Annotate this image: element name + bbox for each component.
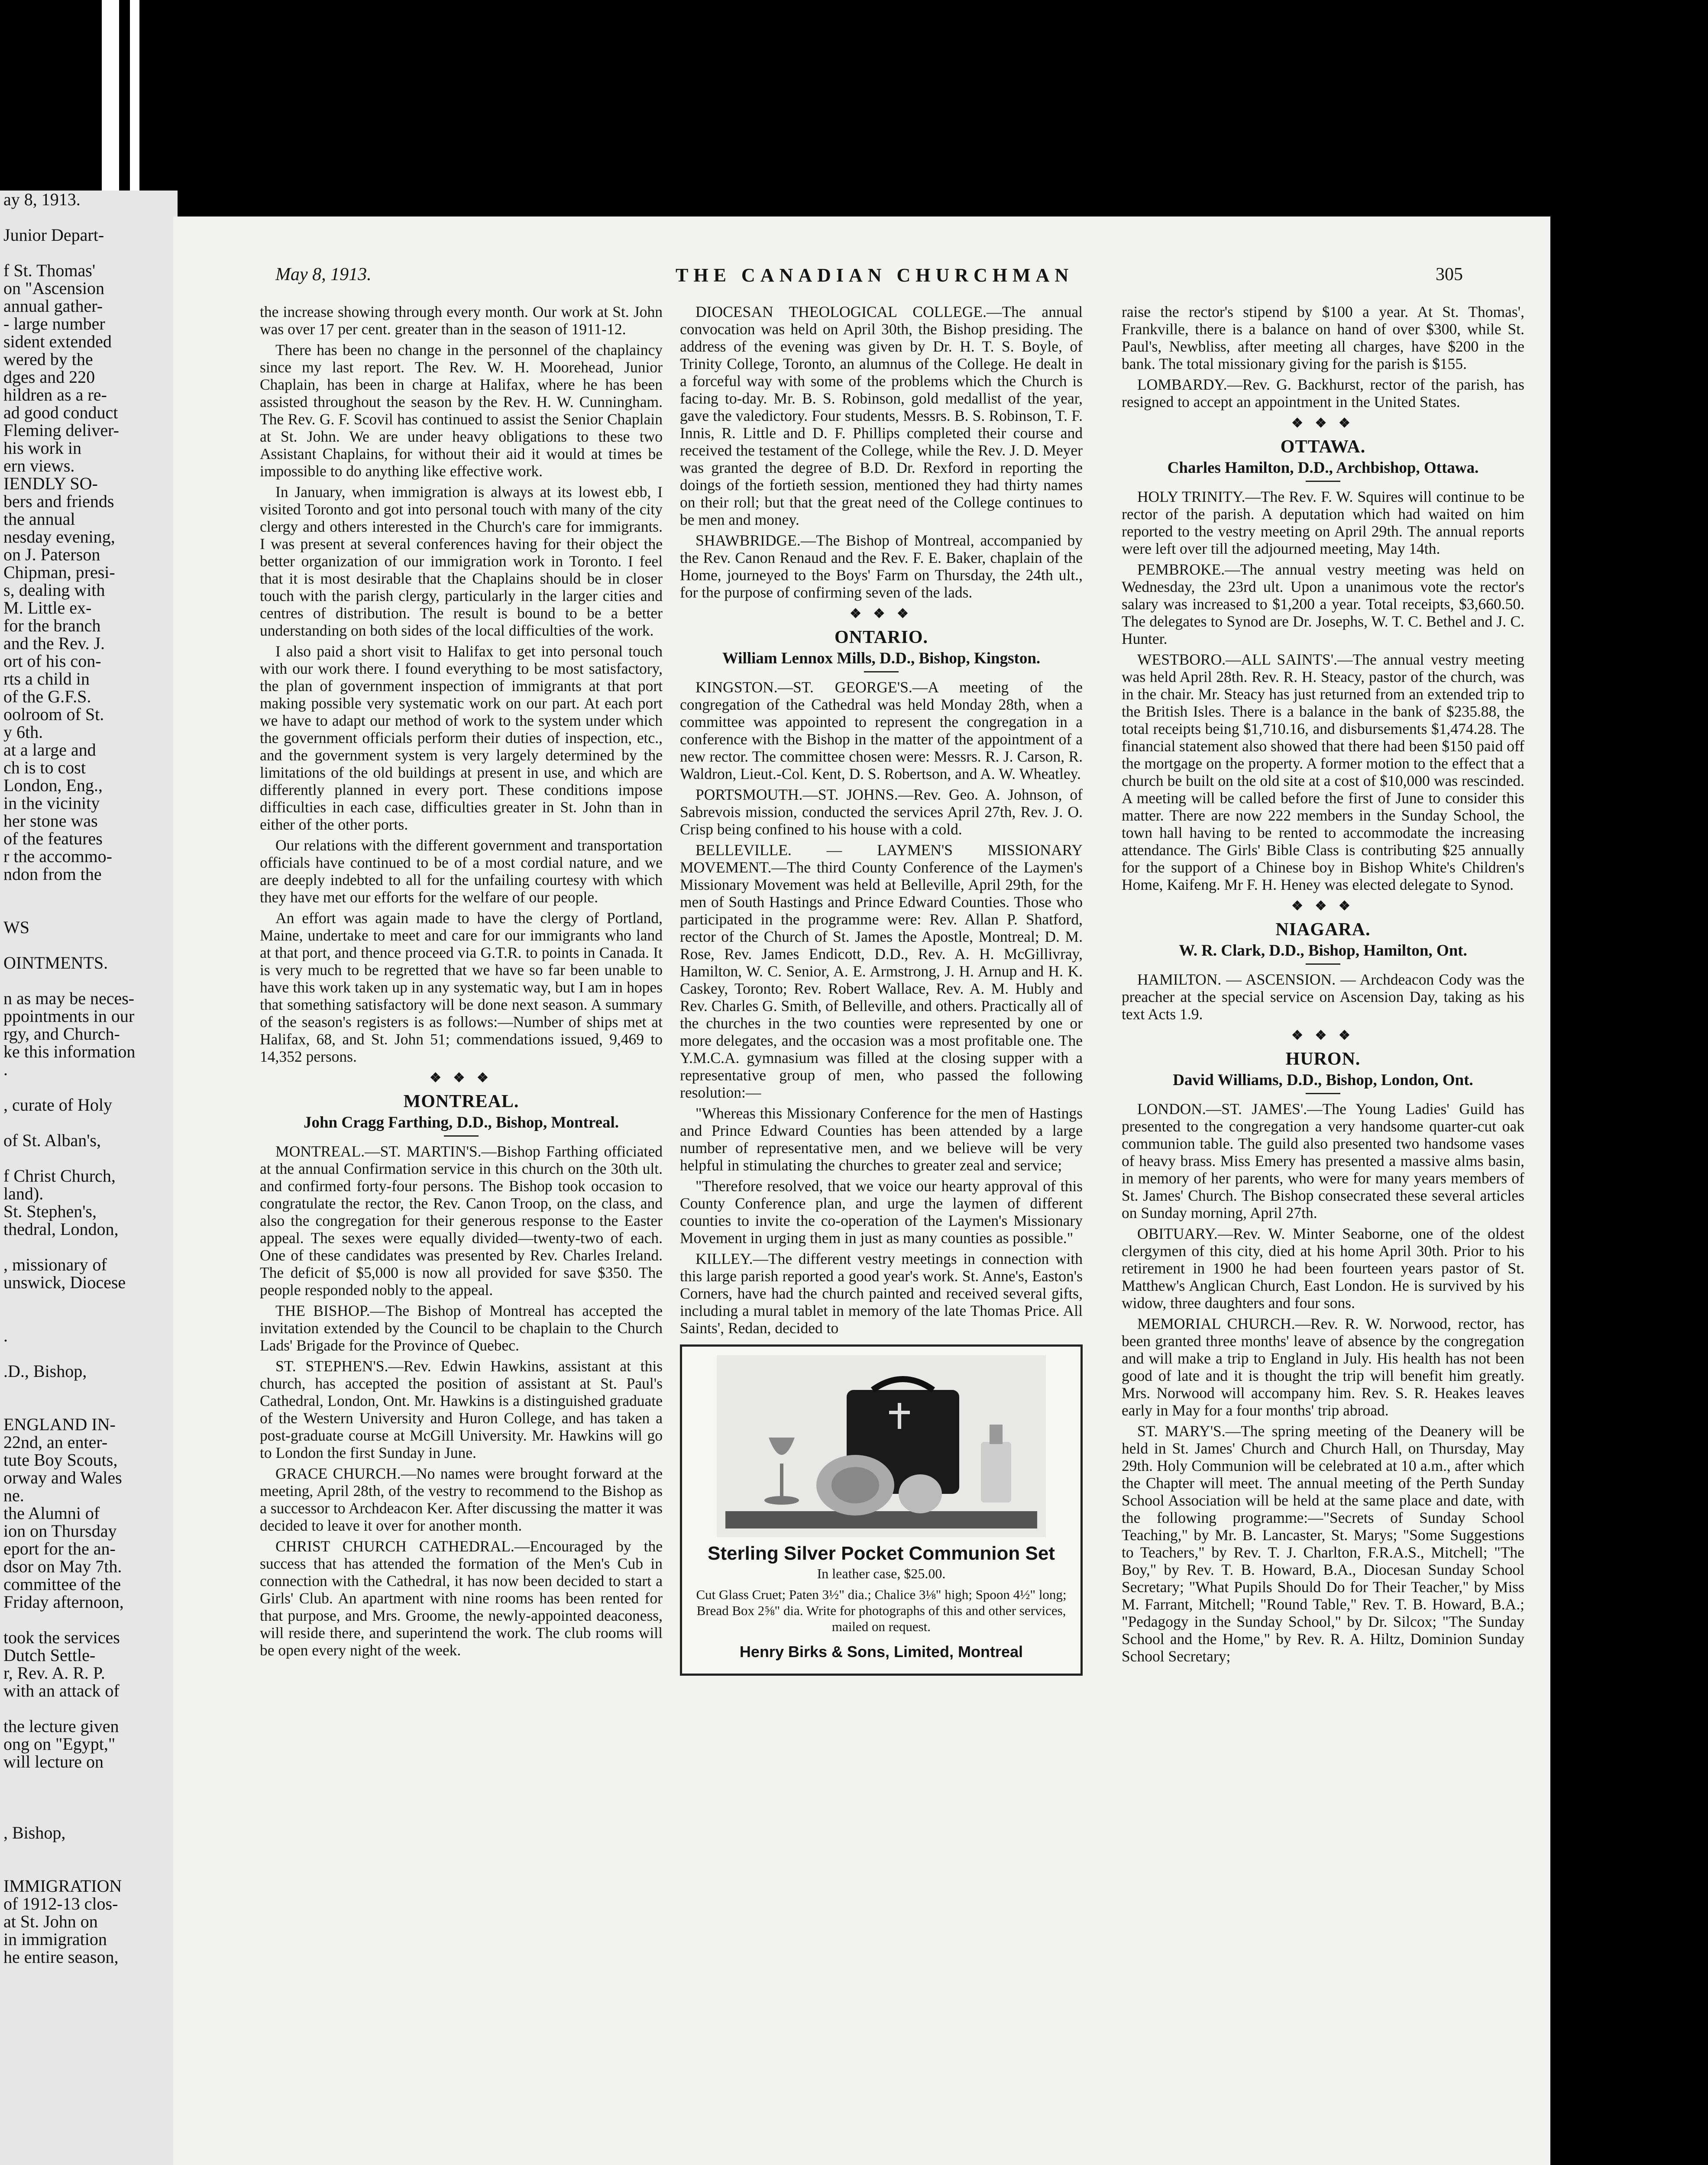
left-page-line: wered by the (3, 349, 93, 369)
left-page-line: Friday afternoon, (3, 1592, 124, 1612)
left-page-line: IMMIGRATION (3, 1876, 122, 1896)
paragraph: ST. STEPHEN'S.—Rev. Edwin Hawkins, assistant at this church, has accepted the position of assistant at St. Paul's Cathedral, London, Ont. Mr. Hawkins is a distinguished graduate of the Western University and Huron College, and has taken a post-graduate course at McGill University. Mr. Hawkins will go to London the first Sunday in June. (260, 1357, 663, 1461)
left-page-line: tute Boy Scouts, (3, 1450, 118, 1470)
left-page-line (0, 1700, 178, 1717)
left-page-line (0, 936, 178, 954)
left-page-line: hildren as a re- (3, 385, 107, 404)
section-ornament: ❖ ❖ ❖ (1291, 416, 1355, 430)
left-page-line: unswick, Diocese (3, 1273, 126, 1292)
left-page-line (0, 1238, 178, 1256)
left-page-line: in immigration (3, 1929, 107, 1949)
paragraph: OBITUARY.—Rev. W. Minter Seaborne, one of the oldest clergymen of this city, died at his home April 30th. Prior to his retirement in 1900 he had been fourteen years pastor of St. Matthew's Anglican Church, East London. He is survived by his widow, three daughters and four sons. (1122, 1225, 1524, 1312)
left-page-line: on "Ascension (3, 278, 104, 298)
paragraph: BELLEVILLE. — LAYMEN'S MISSIONARY MOVEMENT.—The third County Conference of the Laymen's Missionary Movement was held at Belleville, April 29th, for the men of South Hastings and Prince Edward Counties. Those who participated in the programme were: Rev. Allan P. Shatford, rector of the Church of St. James the Apostle, Montreal; D. M. Rose, Rev. James Endicott, D.D., Rev. A. H. McGillivray, Hamilton, W. C. Senior, A. E. Armstrong, J. H. Arnup and H. K. Caskey, Toronto; Rev. Robert Wallace, Rev. A. M. Hubly and Rev. Charles G. Smith, of Belleville, and others. Practically all of the churches in the two counties were represented by one or more delegates, and the occasion was a most profitable one. The Y.M.C.A. gymnasium was filled at the closing supper with a representative group of men, who passed the following resolution:— (680, 841, 1083, 1101)
paragraph: "Therefore resolved, that we voice our hearty approval of this County Conference plan, and urge the laymen of different counties to invite the co-operation of the Laymen's Missionary Movement in urging them in just as many counties as possible." (680, 1177, 1083, 1247)
paragraph: WESTBORO.—ALL SAINTS'.—The annual vestry meeting was held April 28th. Rev. R. H. Steacy, pastor of the church, was in the chair. Mr. Steacy has just returned from an extended trip to the British Isles. There is a balance in the bank of $235.88, the total receipts being $1,710.16, and disbursements $1,474.28. The financial statement also showed that there had been $150 paid off the mortgage on the property. A former motion to the effect that a church be built on the old site at a cost of $10,000 was rescinded. A meeting will be called before the first of June to consider this matter. There are now 222 members in the Sunday School, the town hall having to be rented to accommodate the increasing attendance. The Girls' Bible Class is contributing $25 annually for the support of a Chinese boy in Bishop White's Children's Home, Kaifeng. Mr F. H. Heney was elected delegate to Synod. (1122, 651, 1524, 893)
left-page-line: - large number (3, 314, 105, 333)
left-page-line: ke this information (3, 1042, 136, 1061)
left-page-fragment (0, 191, 178, 2165)
left-page-line: eport for the an- (3, 1539, 116, 1558)
section-heading-huron: HURON. (1285, 1049, 1361, 1069)
left-page-line (0, 1149, 178, 1167)
left-page-line: of the features (3, 829, 103, 848)
left-page-line: Chipman, presi- (3, 562, 115, 582)
bishop-line: Charles Hamilton, D.D., Archbishop, Ottawa. (1167, 459, 1479, 477)
left-page-line: ch is to cost (3, 758, 86, 777)
divider-rule (1306, 1093, 1340, 1094)
left-page-line (0, 1806, 178, 1824)
paragraph: Our relations with the different government and transportation officials have continued to be of a most cordial nature, and we are deeply indebted to all for the unfailing courtesy with which they have met our efforts for the welfare of our people. (260, 837, 663, 906)
left-page-line (0, 1114, 178, 1131)
left-page-line: f St. Thomas' (3, 261, 96, 280)
left-page-line: her stone was (3, 811, 98, 830)
left-page-line (0, 1859, 178, 1877)
left-page-line: ad good conduct (3, 403, 118, 422)
column-1 (260, 303, 663, 1662)
left-page-line: ion on Thursday (3, 1521, 117, 1541)
left-page-line: of St. Alban's, (3, 1131, 101, 1150)
communion-set-illustration (717, 1355, 1046, 1537)
left-page-line: with an attack of (3, 1681, 120, 1700)
left-page-line (0, 1842, 178, 1859)
ad-title: Sterling Silver Pocket Communion Set (708, 1543, 1055, 1564)
left-page-line: he entire season, (3, 1947, 119, 1967)
left-page-line: ppointments in our (3, 1006, 135, 1026)
left-page-line: oolroom of St. (3, 704, 104, 724)
left-page-line: ndon from the (3, 864, 102, 884)
paragraph: PEMBROKE.—The annual vestry meeting was held on Wednesday, the 23rd ult. Upon a unanimous vote the rector's salary was increased to $1,200 a year. Total receipts, $3,660.50. The delegates to Synod are Dr. Josephs, W. T. C. Bethel and J. C. Hunter. (1122, 561, 1524, 647)
paragraph: THE BISHOP.—The Bishop of Montreal has accepted the invitation extended by the Council to be chaplain to the Church Lads' Brigade for the Province of Quebec. (260, 1302, 663, 1354)
left-page-line: M. Little ex- (3, 598, 92, 617)
left-page-line: ern views. (3, 456, 75, 475)
left-page-line: . (3, 1060, 8, 1079)
left-page-line (0, 883, 178, 901)
left-page-line: orway and Wales (3, 1468, 122, 1487)
paragraph: There has been no change in the personnel of the chaplaincy since my last report. The Rev. W. H. Moorehead, Junior Chaplain, has been in charge at Halifax, where he has been assisted throughout the season by the Rev. H. W. Cunningham. The Rev. G. F. Scovil has continued to assist the Senior Chaplain at St. John. We are under heavy obligations to these two Assistant Chaplains, for without their aid it would at times be impossible to do anything like effective work. (260, 341, 663, 480)
divider-rule (1306, 481, 1340, 482)
left-page-line (0, 1771, 178, 1788)
left-page-line: , curate of Holy (3, 1095, 113, 1115)
paragraph: LOMBARDY.—Rev. G. Backhurst, rector of the parish, has resigned to accept an appointment in the United States. (1122, 376, 1524, 410)
left-page-line: . (3, 1326, 8, 1345)
left-page-line: sident extended (3, 332, 112, 351)
ad-firm-name: Henry Birks & Sons, Limited, Montreal (739, 1643, 1023, 1661)
paragraph: GRACE CHURCH.—No names were brought forward at the meeting, April 28th, of the vestry to recommend to the Bishop as a successor to Archdeacon Ker. After discussing the matter it was decided to leave it over for another month. (260, 1465, 663, 1534)
left-page-line: WS (3, 918, 29, 937)
left-page-line: bers and friends (3, 491, 114, 511)
left-page-line: s, dealing with (3, 580, 105, 600)
left-page-line: thedral, London, (3, 1219, 119, 1239)
left-page-line: Fleming deliver- (3, 420, 119, 440)
masthead-title: THE CANADIAN CHURCHMAN (676, 265, 1074, 286)
left-page-line: rts a child in (3, 669, 90, 688)
left-page-line: r the accommo- (3, 847, 112, 866)
left-page-line: , Bishop, (3, 1823, 66, 1842)
left-page-line (0, 1788, 178, 1806)
paragraph: In January, when immigration is always at its lowest ebb, I visited Toronto and got into personal touch with many of the city clergy and others interested in the Church's care for immigrants. I was present at several conferences having for their object the better organization of our immigration work in Toronto. I feel that it is most desirable that the Chaplains should be in closer touch with the parish clergy, particularly in the larger cities and centres of distribution. The result is bound to be a better understanding on both sides of the local difficulties of the work. (260, 483, 663, 639)
column-3 (1122, 303, 1524, 1668)
left-page-line: n as may be neces- (3, 989, 135, 1008)
birks-advertisement (680, 1344, 1083, 1676)
left-page-line: for the branch (3, 616, 101, 635)
bishop-line: David Williams, D.D., Bishop, London, Ont. (1173, 1071, 1473, 1089)
left-page-line: 22nd, an enter- (3, 1432, 108, 1452)
section-ornament: ❖ ❖ ❖ (850, 607, 913, 621)
left-page-line: of 1912-13 clos- (3, 1894, 118, 1913)
left-page-line (0, 972, 178, 989)
left-page-line (0, 244, 178, 262)
left-page-line: IENDLY SO- (3, 474, 98, 493)
left-page-line: at St. John on (3, 1912, 98, 1931)
left-page-line: OINTMENTS. (3, 953, 108, 973)
paragraph: HOLY TRINITY.—The Rev. F. W. Squires will continue to be rector of the parish. A deputation which had waited on him reported to the vestry meeting on April 29th. The annual reports were left over till the adjourned meeting, May 14th. (1122, 488, 1524, 557)
section-heading-niagara: NIAGARA. (1275, 920, 1371, 940)
left-page-line: ong on "Egypt," (3, 1734, 116, 1754)
left-page-line: , missionary of (3, 1255, 107, 1274)
page-header (173, 264, 1550, 290)
left-page-line: annual gather- (3, 296, 103, 316)
left-page-line: the annual (3, 509, 75, 529)
left-page-line: dges and 220 (3, 367, 95, 387)
bishop-line: W. R. Clark, D.D., Bishop, Hamilton, Ont. (1179, 942, 1467, 960)
left-page-line (0, 901, 178, 918)
paragraph: MEMORIAL CHURCH.—Rev. R. W. Norwood, rector, has been granted three months' leave of absence by the congregation and will make a trip to England in July. His health has not been good of late and it is thought the trip will benefit him greatly. Mrs. Norwood will accompany him. Rev. S. R. Heakes leaves early in May for a four months' trip abroad. (1122, 1315, 1524, 1419)
ad-description: Cut Glass Cruet; Paten 3½" dia.; Chalice 3⅛" high; Spoon 4½" long; Bread Box 2⅝" dia. Write for photographs of this and other services, mailed on request. (696, 1587, 1067, 1634)
bishop-line: William Lennox Mills, D.D., Bishop, Kingston. (722, 650, 1041, 667)
left-page-line: dsor on May 7th. (3, 1557, 122, 1576)
paragraph: LONDON.—ST. JAMES'.—The Young Ladies' Guild has presented to the congregation a very handsome quarter-cut oak communion table. The guild also presented two handsome vases of heavy brass. Miss Emery has presented a massive alms basin, in memory of her parents, who were for many years members of St. James' Church. The Bishop consecrated these several articles on Sunday morning, April 27th. (1122, 1100, 1524, 1221)
left-page-line: rgy, and Church- (3, 1024, 120, 1044)
left-page-line: Dutch Settle- (3, 1645, 96, 1665)
left-page-line: Junior Depart- (3, 225, 104, 245)
section-ornament: ❖ ❖ ❖ (1291, 899, 1355, 913)
paragraph: CHRIST CHURCH CATHEDRAL.—Encouraged by the success that has attended the formation of the Men's Cub in connection with the Cathedral, it has now been decided to start a Girls' Club. An apartment with nine rooms has been rented for that purpose, and Mrs. Groome, the newly-appointed deaconess, will reside there, and superintend the work. The club rooms will be open every night of the week. (260, 1538, 663, 1659)
left-page-line: r, Rev. A. R. P. (3, 1663, 105, 1683)
left-page-line: St. Stephen's, (3, 1202, 97, 1221)
page-number: 305 (1436, 265, 1463, 284)
paragraph: An effort was again made to have the clergy of Portland, Maine, undertake to meet and care for our immigrants who land at that port, and thence proceed via G.T.R. to points in Canada. It is very much to be regretted that we have so far been unable to have this work taken up in any systematic way, but I am in hopes that something satisfactory will be done next season. A summary of the season's registers is as follows:—Number of ships met at Halifax, 68, and St. John 51; commendations issued, 9,469 to 14,352 persons. (260, 909, 663, 1065)
left-page-line: land). (3, 1184, 44, 1203)
left-page-line: y 6th. (3, 722, 43, 742)
left-page-line: ENGLAND IN- (3, 1415, 116, 1434)
divider-rule (444, 1135, 479, 1137)
paragraph: HAMILTON. — ASCENSION. — Archdeacon Cody was the preacher at the special service on Ascension Day, taking as his text Acts 1.9. (1122, 971, 1524, 1023)
left-page-line (0, 1344, 178, 1362)
left-page-line: his work in (3, 438, 81, 458)
paragraph: MONTREAL.—ST. MARTIN'S.—Bishop Farthing officiated at the annual Confirmation service in this church on the 30th ult. and confirmed forty-four persons. The Bishop took occasion to congratulate the rector, the Rev. Canon Troop, on the class, and also the congregation for their generous response to the Easter appeal. The sexes were equally divided—twenty-two of each. One of these candidates was presented by Rev. Charles Ireland. The deficit of $5,000 is now all provided for save $350. The people responded nobly to the appeal. (260, 1143, 663, 1299)
column-2 (680, 303, 1083, 1676)
newspaper-page (173, 216, 1550, 2165)
left-page-line: and the Rev. J. (3, 633, 105, 653)
bishop-line: John Cragg Farthing, D.D., Bishop, Montreal. (303, 1114, 619, 1131)
left-page-line: on J. Paterson (3, 545, 100, 564)
paragraph: I also paid a short visit to Halifax to get into personal touch with our work there. I found everything to be most satisfactory, the plan of government inspection of immigrants at that port making possible very systematic work on our part. At each port we have to adapt our method of work to the system under which the government officials perform their duties of inspection, etc., and the government system is very largely determined by the limitations of the old buildings at present in use, and which are differently planned in every port. These conditions impose difficulties in each case, difficulties greater in St. John than in either of the other ports. (260, 643, 663, 833)
left-page-line: f Christ Church, (3, 1166, 116, 1186)
left-page-line (0, 1398, 178, 1415)
paragraph: KINGSTON.—ST. GEORGE'S.—A meeting of the congregation of the Cathedral was held Monday 28th, when a committee was appointed to represent the congregation in a conference with the Bishop in the matter of the appointment of a new rector. The committee chosen were: Messrs. R. J. Carson, R. Waldron, Lieut.-Col. Kent, D. S. Robertson, and A. W. Wheatley. (680, 679, 1083, 782)
left-page-line (0, 1611, 178, 1629)
left-page-line (0, 1309, 178, 1327)
left-page-line: in the vicinity (3, 793, 100, 813)
section-heading-ontario: ONTARIO. (834, 627, 928, 647)
left-page-line: nesday evening, (3, 527, 115, 546)
left-page-line: took the services (3, 1628, 120, 1647)
ad-price: In leather case, $25.00. (817, 1566, 946, 1581)
left-page-line: London, Eng., (3, 776, 103, 795)
left-page-line: the lecture given (3, 1716, 119, 1736)
microfilm-edge-bar (102, 0, 119, 216)
left-page-line (0, 1380, 178, 1398)
left-page-line (0, 208, 178, 226)
microfilm-edge-bar (130, 0, 139, 208)
section-heading-montreal: MONTREAL. (403, 1092, 519, 1112)
paragraph: DIOCESAN THEOLOGICAL COLLEGE.—The annual convocation was held on April 30th, the Bishop presiding. The address of the evening was given by Dr. H. T. S. Boyle, of Trinity College, Toronto, an alumnus of the College. He dealt in a forceful way with some of the problems which the Church is facing to-day. Mr. B. S. Robinson, gold medallist of the year, gave the valedictory. Four students, Messrs. B. S. Robinson, T. F. Innis, R. Little and D. F. Phillips completed their course and received the testament of the College, while the Rev. J. D. Meyer was granted the degree of B.D. Dr. Rexford in reporting the doings of the fortieth session, mentioned they had thirty names on their roll; but that the great need of the College continues to be men and money. (680, 303, 1083, 528)
scan-background-right (1550, 0, 1708, 2165)
left-page-line (0, 1078, 178, 1096)
left-page-line: will lecture on (3, 1752, 104, 1771)
left-page-line: ne. (3, 1486, 24, 1505)
paragraph: KILLEY.—The different vestry meetings in connection with this large parish reported a good year's work. St. Anne's, Easton's Corners, have had the church painted and received several gifts, including a mural tablet in memory of the late Thomas Price. All Saints', Redan, decided to (680, 1250, 1083, 1337)
left-page-line: ort of his con- (3, 651, 101, 671)
paragraph: the increase showing through every month. Our work at St. John was over 17 per cent. greater than in the season of 1911-12. (260, 303, 663, 338)
immigration-report (260, 303, 663, 1065)
paragraph: PORTSMOUTH.—ST. JOHNS.—Rev. Geo. A. Johnson, of Sabrevois mission, conducted the services April 27th, Rev. J. O. Crisp being confined to his house with a cold. (680, 786, 1083, 838)
divider-rule (1306, 963, 1340, 965)
paragraph: "Whereas this Missionary Conference for the men of Hastings and Prince Edward Counties has been attended by a large number of representative men, and we believe will be very helpful in stimulating the churches to greater zeal and service; (680, 1105, 1083, 1174)
issue-date: May 8, 1913. (275, 265, 372, 284)
left-page-line: the Alumni of (3, 1503, 100, 1523)
paragraph: raise the rector's stipend by $100 a year. At St. Thomas', Frankville, there is a balance on hand of over $300, while St. Paul's, Newbliss, after meeting all charges, have $200 in the bank. The total missionary giving for the parish is $155. (1122, 303, 1524, 372)
left-page-line: of the G.F.S. (3, 687, 91, 706)
paragraph: ST. MARY'S.—The spring meeting of the Deanery will be held in St. James' Church and Church Hall, on Thursday, May 29th. Holy Communion will be celebrated at 10 a.m., after which the Chapter will meet. The annual meeting of the Perth Sunday School Association will be held at the same place and date, with the following programme:—"Secrets of Sunday School Teaching," by Mr. B. Lancaster, St. Marys; "Some Suggestions to Teachers," by Rev. T. J. Charlton, F.R.A.S., Mitchell; "The Boy," by Rev. T. B. Howard, B.A., Diocesan Sunday School Secretary; "What Pupils Should Do for Their Teacher," by Miss M. Farrant, Mitchell; "Round Table," Rev. T. B. Howard, B.A.; "Pedagogy in the Sunday School," by Dr. Silcox; "The Sunday School and the Home," by Rev. R. A. Hiltz, Dominion Sunday School Secretary; (1122, 1422, 1524, 1665)
section-ornament: ❖ ❖ ❖ (1291, 1028, 1355, 1043)
left-page-line: committee of the (3, 1574, 121, 1594)
section-ornament: ❖ ❖ ❖ (430, 1071, 493, 1085)
paragraph: SHAWBRIDGE.—The Bishop of Montreal, accompanied by the Rev. Canon Renaud and the Rev. F. E. Baker, chaplain of the Home, journeyed to the Boys' Farm on Thursday, the 24th ult., for the purpose of confirming seven of the lads. (680, 532, 1083, 601)
left-page-line: .D., Bishop, (3, 1361, 87, 1381)
left-page-line: at a large and (3, 740, 96, 759)
left-page-line: ay 8, 1913. (3, 191, 81, 209)
section-heading-ottawa: OTTAWA. (1280, 437, 1366, 457)
divider-rule (864, 671, 899, 672)
left-page-line (0, 1291, 178, 1309)
